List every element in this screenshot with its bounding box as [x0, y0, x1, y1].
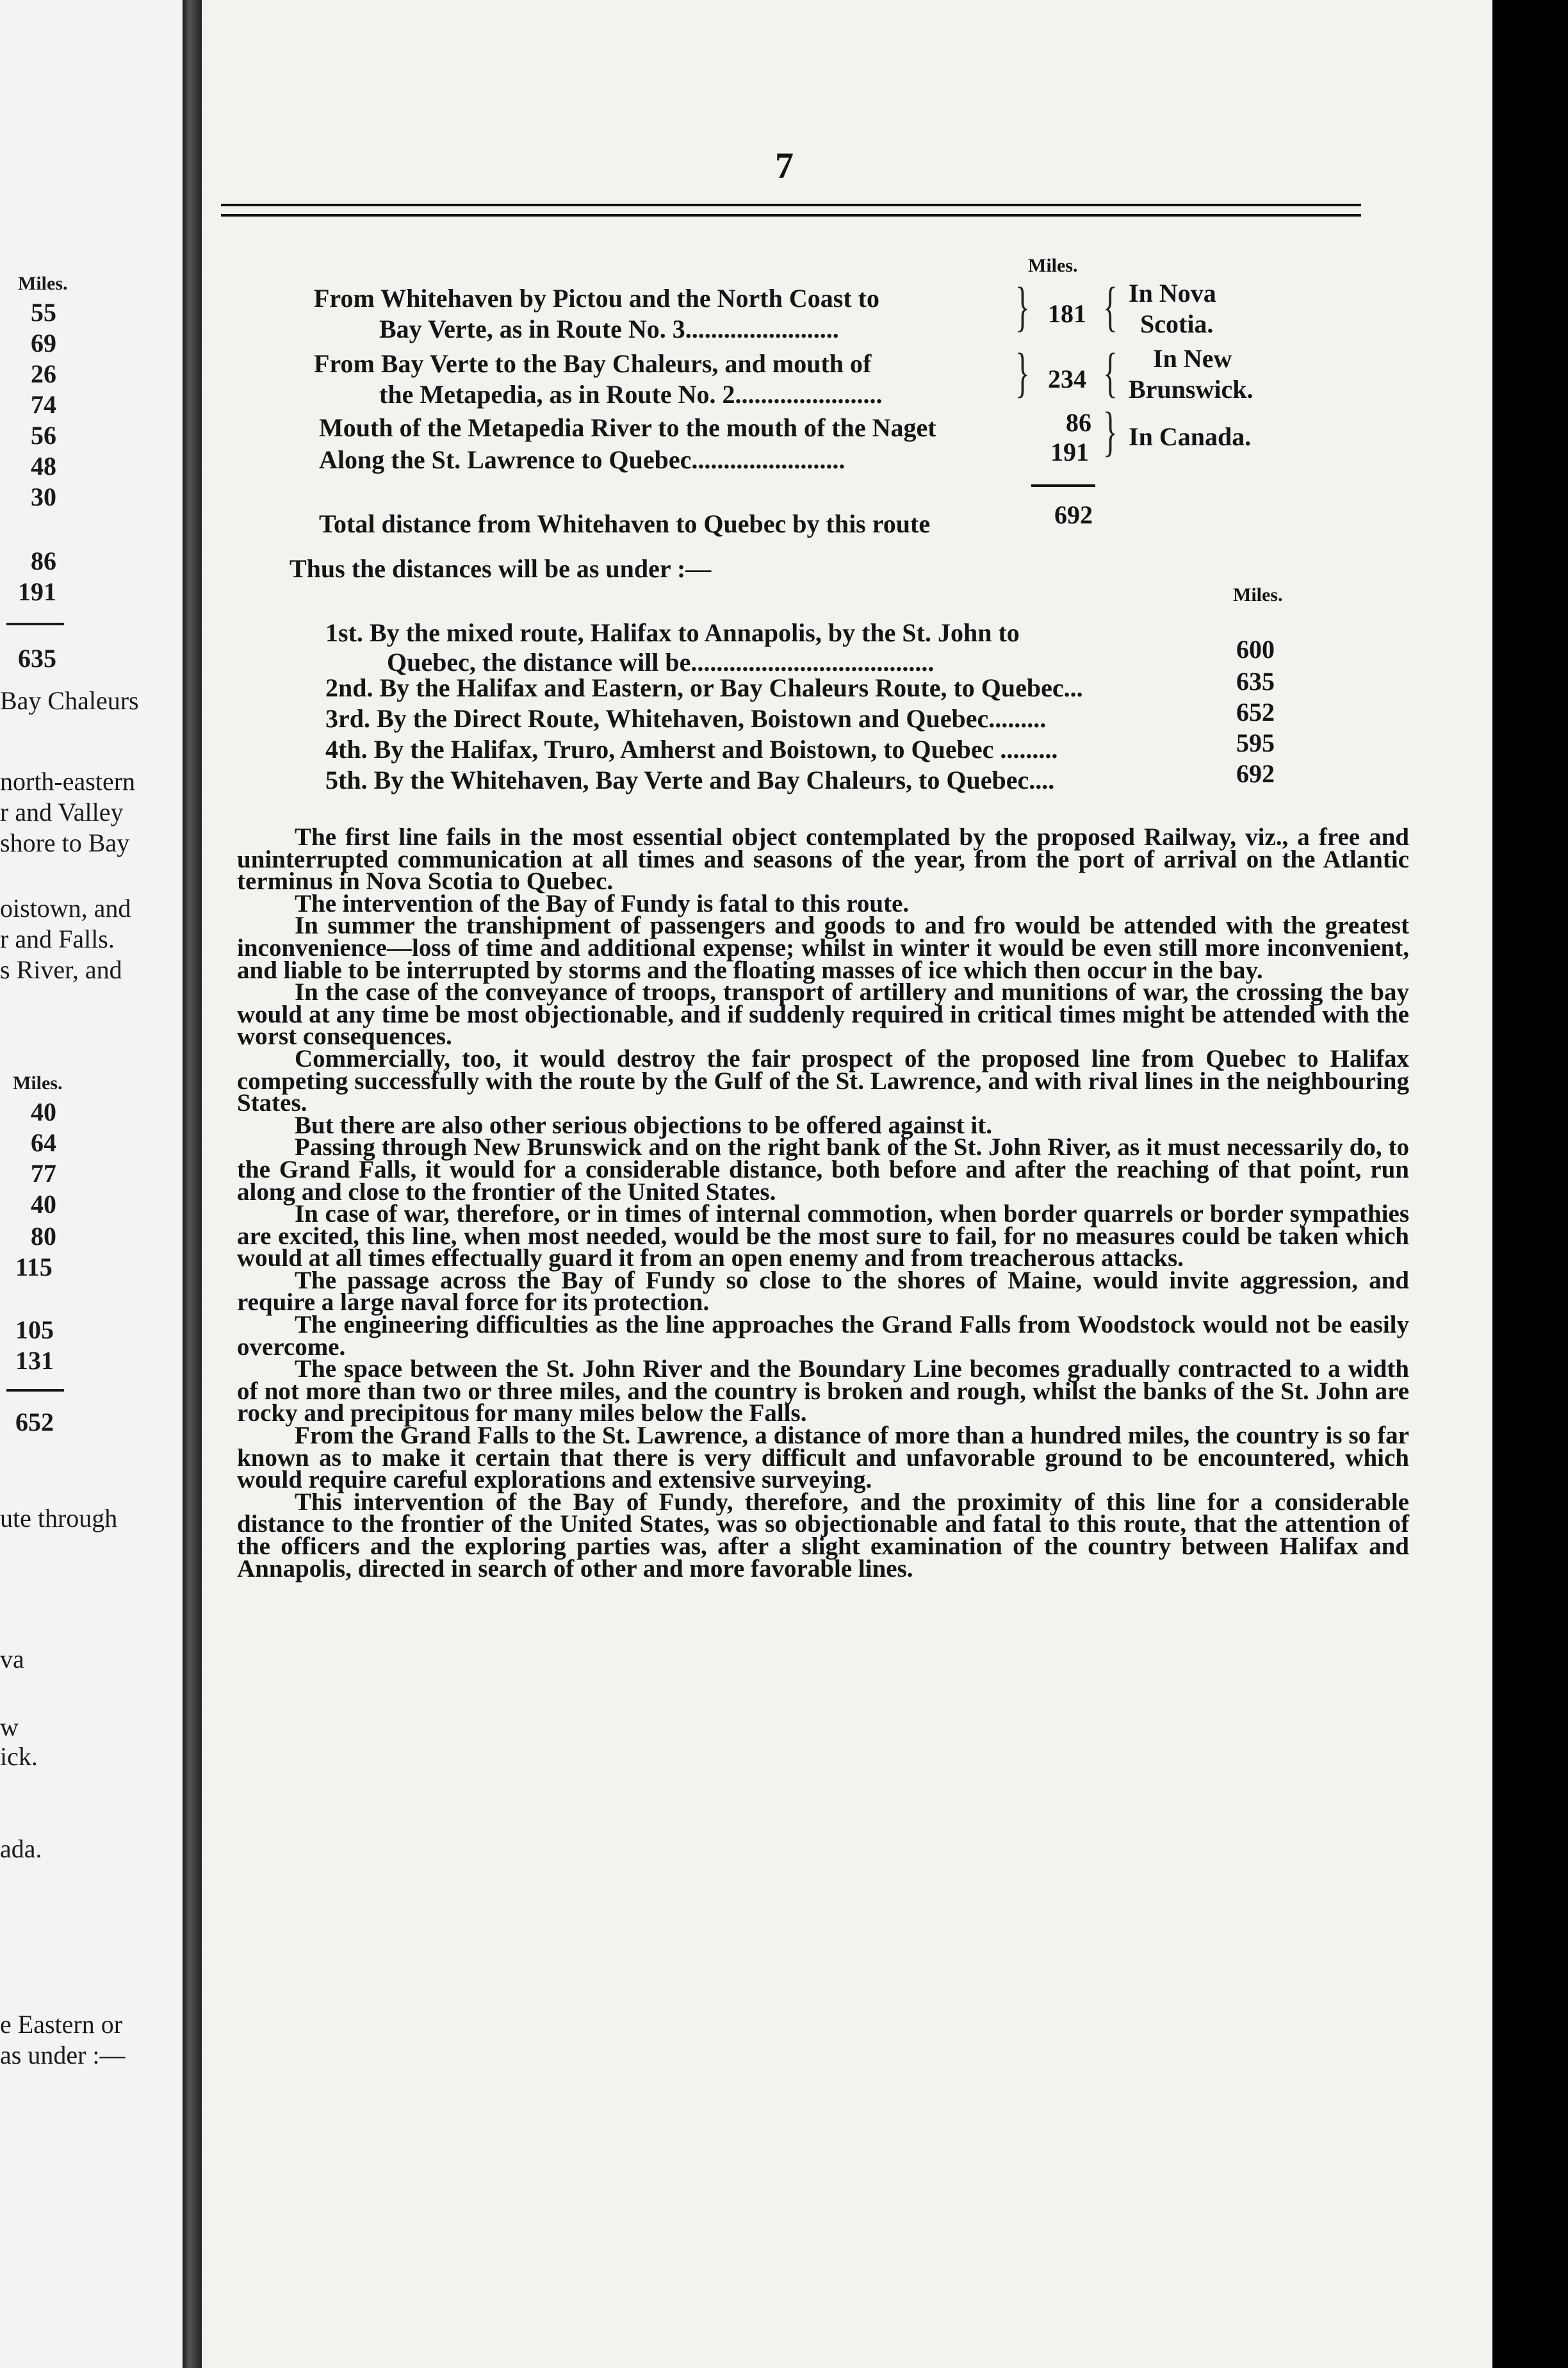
left-number: 80 — [31, 1222, 56, 1251]
left-number: 64 — [31, 1128, 56, 1157]
brace-icon: } — [1015, 341, 1030, 403]
left-number: 40 — [31, 1098, 56, 1126]
paragraph: In the case of the conveyance of troops, transport of artillery and munitions of war, the crossing the bay would at any time be most objectionable, and if suddenly required in critical times might be attended with the worst consequences. — [237, 978, 1409, 1051]
left-page-fragment — [0, 0, 183, 2368]
paragraph: From the Grand Falls to the St. Lawrence, a distance of more than a hundred miles, the country is so far known as to make it certain that there is very difficult and unfavorable ground to be encountered, which would require careful explorations and extensive surveying. — [237, 1422, 1409, 1494]
paragraph: The intervention of the Bay of Fundy is fatal to this route. — [295, 889, 910, 917]
route-row-text: Bay Verte, as in Route No. 3........................ — [379, 315, 839, 343]
left-number: 77 — [31, 1159, 56, 1188]
route-region: In New — [1153, 344, 1232, 373]
header-double-rule — [221, 204, 1361, 217]
route-miles-header: Miles. — [1028, 255, 1078, 276]
left-miles-header: Miles. — [18, 273, 68, 294]
route-row-miles: 181 — [1048, 299, 1086, 328]
left-miles-header: Miles. — [13, 1073, 63, 1094]
brace-icon: { — [1103, 341, 1118, 403]
left-number: 115 — [15, 1253, 53, 1281]
route-row-miles: 86 — [1066, 408, 1091, 437]
page-edge — [1492, 0, 1568, 2368]
left-text-line: e Eastern or — [0, 2010, 123, 2039]
left-number: 48 — [31, 452, 56, 481]
left-text-line: ute through — [0, 1504, 118, 1533]
left-text-line: va — [0, 1645, 24, 1673]
left-text-line: w — [0, 1713, 19, 1741]
book-gutter — [183, 0, 202, 2368]
route-row-text: Along the St. Lawrence to Quebec........................ — [319, 445, 845, 474]
summary-row-miles: 635 — [1236, 667, 1275, 696]
paragraph: But there are also other serious objections to be offered against it. — [295, 1111, 992, 1139]
paragraph: In case of war, therefore, or in times of internal commotion, when border quarrels or border sympathies are excited, this line, when most needed, would be the most sure to fail, for no measures could be taken which would at all times effectually guard it from an open enemy and from treacherous attacks. — [237, 1200, 1409, 1272]
summary-row-text: 2nd. By the Halifax and Eastern, or Bay Chaleurs Route, to Quebec... — [325, 673, 1083, 702]
brace-icon: } — [1103, 400, 1118, 462]
left-text-line: ada. — [0, 1834, 42, 1863]
left-number: 191 — [18, 577, 56, 606]
route-region: In Nova — [1129, 279, 1216, 308]
summary-row-miles: 595 — [1236, 728, 1275, 757]
route-region: Brunswick. — [1129, 375, 1254, 404]
paragraph: This intervention of the Bay of Fundy, therefore, and the proximity of this line for a considerable distance to the frontier of the United States, was so objectionable and fatal to this route, that the attention of the officers and the exploring parties was, after a slight examination of the country between Halifax and Annapolis, directed in search of other and more favorable lines. — [237, 1488, 1409, 1583]
route-row-miles: 191 — [1050, 438, 1089, 466]
paragraph: The engineering difficulties as the line approaches the Grand Falls from Woodstock would not be easily overcome. — [237, 1311, 1409, 1361]
route-total-label: Total distance from Whitehaven to Quebec by this route — [319, 509, 931, 538]
left-text-line: shore to Bay — [0, 828, 130, 857]
paragraph: The passage across the Bay of Fundy so close to the shores of Maine, would invite aggression, and require a large naval force for its protection. — [237, 1266, 1409, 1317]
page-number: 7 — [775, 145, 794, 186]
route-region: In Canada. — [1129, 422, 1252, 451]
summary-intro: Thus the distances will be as under :— — [290, 554, 712, 583]
summary-row-text: 3rd. By the Direct Route, Whitehaven, Boistown and Quebec......... — [325, 704, 1047, 733]
route-row-miles: 234 — [1048, 365, 1086, 393]
left-sum-rule — [6, 623, 64, 625]
left-text-line: r and Falls. — [0, 925, 115, 953]
brace-icon: } — [1015, 275, 1030, 337]
left-number: 105 — [15, 1315, 54, 1344]
left-total: 652 — [15, 1408, 54, 1436]
summary-row-text: 1st. By the mixed route, Halifax to Annapolis, by the St. John to — [325, 618, 1020, 647]
route-row-text: From Bay Verte to the Bay Chaleurs, and mouth of — [314, 349, 872, 378]
left-number: 69 — [31, 329, 56, 358]
left-number: 74 — [31, 390, 56, 419]
left-text-line: s River, and — [0, 955, 122, 984]
summary-row-miles: 652 — [1236, 698, 1275, 727]
route-total: 692 — [1054, 500, 1093, 529]
route-region: Scotia. — [1140, 309, 1214, 338]
summary-miles-header: Miles. — [1233, 584, 1283, 605]
summary-row-text: 5th. By the Whitehaven, Bay Verte and Bay Chaleurs, to Quebec.... — [325, 766, 1055, 794]
paragraph: Commercially, too, it would destroy the fair prospect of the proposed line from Quebec to Halifax competing successfully with the route by the Gulf of the St. Lawrence, and with rival lines in the neighbouring States. — [237, 1044, 1409, 1117]
route-row-text: the Metapedia, as in Route No. 2....................... — [379, 380, 883, 409]
brace-icon: { — [1103, 275, 1118, 337]
route-row-text: From Whitehaven by Pictou and the North Coast to — [314, 284, 879, 313]
summary-row-text: 4th. By the Halifax, Truro, Amherst and Boistown, to Quebec ......... — [325, 735, 1058, 764]
route-row-text: Mouth of the Metapedia River to the mouth of the Naget — [319, 413, 936, 442]
left-number: 131 — [15, 1346, 54, 1375]
left-number: 40 — [31, 1190, 56, 1219]
left-sum-rule — [6, 1389, 64, 1392]
left-number: 26 — [31, 359, 56, 388]
left-number: 30 — [31, 482, 56, 511]
left-text-line: oistown, and — [0, 894, 131, 923]
left-text-line: ick. — [0, 1742, 38, 1771]
left-text-line: north-eastern — [0, 767, 136, 796]
summary-row-miles: 600 — [1236, 635, 1275, 664]
left-text-line: Bay Chaleurs — [0, 686, 139, 715]
summary-row-miles: 692 — [1236, 759, 1275, 788]
left-number: 56 — [31, 421, 56, 450]
paragraph: Passing through New Brunswick and on the right bank of the St. John River, as it must necessarily do, to the Grand Falls, it would for a considerable distance, both before and after the reaching of that point, run along and close to the frontier of the United States. — [237, 1133, 1409, 1206]
left-text-line: r and Valley — [0, 798, 124, 826]
paragraph: In summer the transhipment of passengers and goods to and fro would be attended with the greatest inconvenience—loss of time and additional expense; whilst in winter it would be even still more inconvenient, and liable to be interrupted by storms and the floating masses of ice which then occur in the bay. — [237, 912, 1409, 984]
left-total: 635 — [18, 644, 56, 673]
left-number: 86 — [31, 547, 56, 575]
left-text-line: as under :— — [0, 2041, 126, 2069]
route-sum-rule — [1031, 484, 1095, 487]
paragraph: The space between the St. John River and the Boundary Line becomes gradually contracted to a width of not more than two or three miles, and the country is broken and rough, whilst the banks of the St. John are rocky and precipitous for many miles below the Falls. — [237, 1355, 1409, 1427]
body-text — [237, 823, 1409, 1583]
paragraph: The first line fails in the most essential object contemplated by the proposed Railway, viz., a free and uninterrupted communication at all times and seasons of the year, from the port of arrival on the Atlantic terminus in Nova Scotia to Quebec. — [237, 823, 1409, 896]
summary-row-text: Quebec, the distance will be...................................... — [387, 648, 935, 677]
left-number: 55 — [31, 298, 56, 327]
